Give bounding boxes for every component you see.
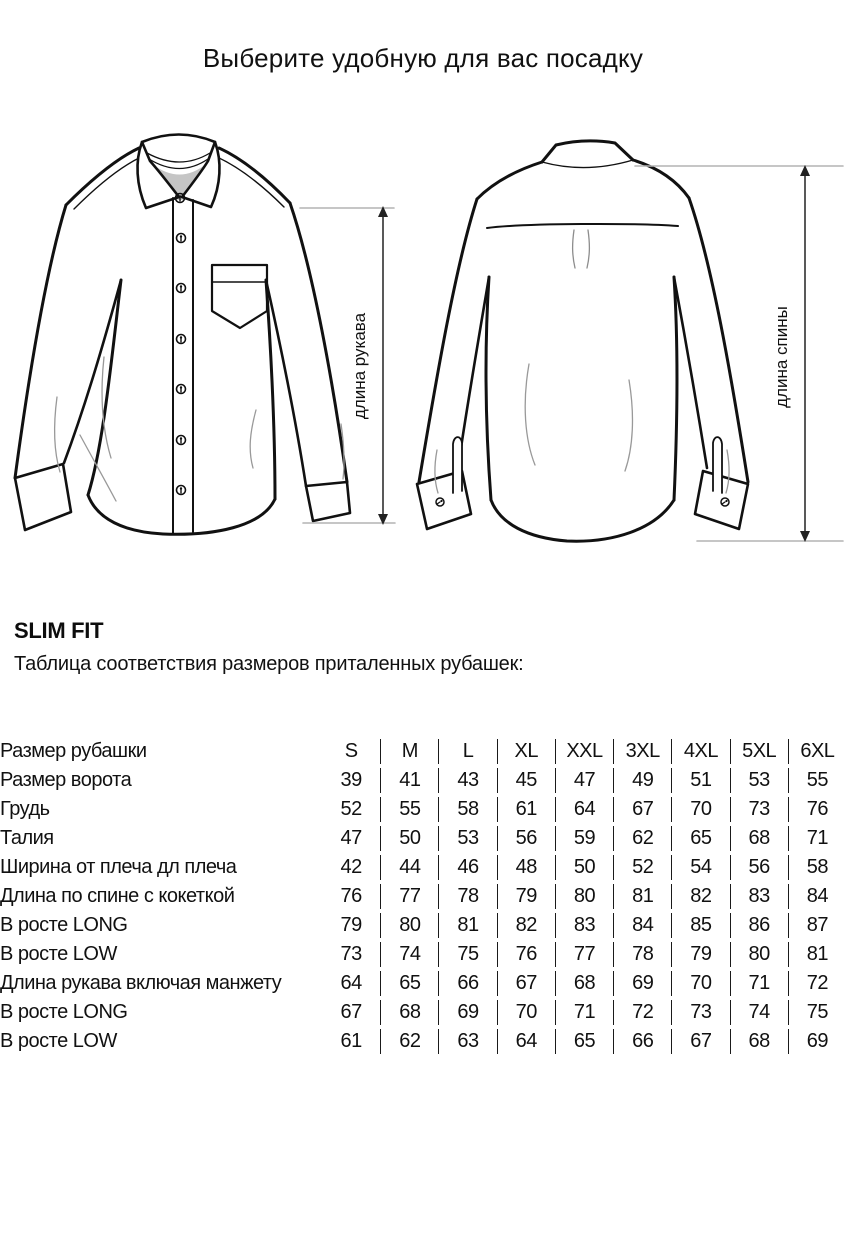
front-body-left <box>88 280 121 495</box>
size-cell: 68 <box>555 971 613 996</box>
chest-pocket <box>212 265 267 328</box>
collar-inner-curve-1 <box>147 153 210 162</box>
size-cell: 81 <box>438 913 496 938</box>
size-cell: XXL <box>555 739 613 764</box>
size-cell: L <box>438 739 496 764</box>
sleeve-length-label: длина рукава <box>350 312 369 420</box>
size-cell: 67 <box>497 971 555 996</box>
size-cell: 68 <box>730 826 788 851</box>
row-label: Талия <box>0 827 54 849</box>
size-cell: 84 <box>613 913 671 938</box>
size-cell: 52 <box>613 855 671 880</box>
front-sleeve-left-outer <box>15 205 66 478</box>
back-body-right <box>674 277 677 500</box>
size-cell: 69 <box>438 1000 496 1025</box>
size-cell: 66 <box>613 1029 671 1054</box>
size-cell: 74 <box>380 942 438 967</box>
size-cell: 64 <box>555 797 613 822</box>
size-cell: 51 <box>671 768 729 793</box>
row-label: Ширина от плеча дл плеча <box>0 856 237 878</box>
size-cell: 68 <box>380 1000 438 1025</box>
size-guide-page <box>0 42 846 1058</box>
size-cell: 55 <box>788 768 846 793</box>
table-row <box>0 768 846 793</box>
button <box>177 385 186 394</box>
size-cell: 71 <box>730 971 788 996</box>
size-cell: 47 <box>340 827 362 849</box>
size-cell: 68 <box>730 1029 788 1054</box>
size-cell: 67 <box>613 797 671 822</box>
row-label: Размер ворота <box>0 769 132 791</box>
size-cell: 6XL <box>788 739 846 764</box>
size-cell: 53 <box>730 768 788 793</box>
back-sleeve-right-inner <box>674 277 707 468</box>
front-cuff-left <box>15 464 71 530</box>
size-cell: 69 <box>788 1029 846 1054</box>
size-cell: 75 <box>438 942 496 967</box>
size-cell: M <box>380 739 438 764</box>
table-row <box>0 971 846 996</box>
size-cell: 77 <box>555 942 613 967</box>
size-cell: 43 <box>438 768 496 793</box>
back-collar <box>542 141 633 162</box>
back-collar-seam <box>542 160 633 168</box>
row-label: Длина рукава включая манжету <box>0 972 282 994</box>
size-cell: 55 <box>380 797 438 822</box>
size-cell: 65 <box>671 826 729 851</box>
button <box>177 486 186 495</box>
size-cell: 50 <box>380 826 438 851</box>
table-row <box>0 826 846 851</box>
table-row <box>0 855 846 880</box>
table-row <box>0 942 846 967</box>
size-cell: 59 <box>555 826 613 851</box>
size-cell: 62 <box>380 1029 438 1054</box>
size-cell: 45 <box>497 768 555 793</box>
size-cell: 83 <box>730 884 788 909</box>
size-cell: 77 <box>380 884 438 909</box>
size-cell: 74 <box>730 1000 788 1025</box>
size-cell: 5XL <box>730 739 788 764</box>
row-label: В росте LOW <box>0 943 117 965</box>
sleeve-placket-left <box>453 437 462 493</box>
size-cell: 67 <box>671 1029 729 1054</box>
size-cell: 66 <box>438 971 496 996</box>
back-yoke-line <box>487 224 678 228</box>
table-row <box>0 913 846 938</box>
back-body-folds <box>435 364 729 493</box>
size-cell: 80 <box>555 884 613 909</box>
table-caption: Таблица соответствия размеров приталенных рубашек: <box>14 653 524 675</box>
front-shoulder-right <box>219 148 290 203</box>
size-cell: 75 <box>788 1000 846 1025</box>
back-length-label: длина спины <box>772 306 791 408</box>
button <box>177 234 186 243</box>
size-cell: 81 <box>788 942 846 967</box>
back-body-left <box>486 277 491 500</box>
shirt-illustration <box>0 102 846 582</box>
collar-back-ridge <box>142 135 215 143</box>
size-cell: 73 <box>340 943 362 965</box>
size-cell: 76 <box>497 942 555 967</box>
size-cell: 39 <box>340 769 362 791</box>
size-cell: 70 <box>497 1000 555 1025</box>
size-cell: 53 <box>438 826 496 851</box>
collar-inner-curve-2 <box>149 159 208 169</box>
size-cell: 64 <box>497 1029 555 1054</box>
shirt-technical-drawing <box>0 102 846 582</box>
front-shoulder-seam-left <box>74 157 141 209</box>
sleeve-placket-right <box>713 437 722 493</box>
size-cell: 73 <box>730 797 788 822</box>
size-cell: 73 <box>671 1000 729 1025</box>
shirt-back-view <box>417 141 748 541</box>
table-row <box>0 739 846 764</box>
back-sleeve-left-outer <box>419 199 477 482</box>
front-buttons <box>176 194 186 495</box>
back-length-measure <box>635 165 843 542</box>
table-row <box>0 1029 846 1054</box>
size-cell: 72 <box>613 1000 671 1025</box>
size-cell: 78 <box>613 942 671 967</box>
front-sleeve-left-inner <box>64 280 121 463</box>
size-cell: 62 <box>613 826 671 851</box>
size-cell: 84 <box>788 884 846 909</box>
size-cell: 58 <box>438 797 496 822</box>
size-cell: 63 <box>438 1029 496 1054</box>
row-label: Размер рубашки <box>0 740 147 762</box>
size-cell: 64 <box>340 972 362 994</box>
size-cell: 54 <box>671 855 729 880</box>
table-row <box>0 797 846 822</box>
size-cell: 71 <box>555 1000 613 1025</box>
size-cell: 4XL <box>671 739 729 764</box>
size-cell: 80 <box>380 913 438 938</box>
size-cell: 61 <box>497 797 555 822</box>
size-table <box>0 735 846 1058</box>
front-shoulder-left <box>66 148 139 205</box>
size-cell: 56 <box>497 826 555 851</box>
row-label: В росте LOW <box>0 1030 117 1052</box>
size-cell: 61 <box>340 1030 362 1052</box>
size-cell: 82 <box>497 913 555 938</box>
back-shoulder-left <box>477 162 542 199</box>
back-sleeve-left-inner <box>458 277 489 468</box>
size-cell: 42 <box>340 856 362 878</box>
front-shoulder-seam-right <box>217 157 284 207</box>
front-fold-lines <box>55 357 344 501</box>
size-cell: 78 <box>438 884 496 909</box>
size-cell: 67 <box>340 1001 362 1023</box>
size-cell: 72 <box>788 971 846 996</box>
size-cell: 79 <box>671 942 729 967</box>
size-cell: 44 <box>380 855 438 880</box>
size-cell: 79 <box>340 914 362 936</box>
size-cell: 76 <box>340 885 362 907</box>
button <box>177 335 186 344</box>
shirt-front-view <box>15 135 350 535</box>
row-label: В росте LONG <box>0 1001 128 1023</box>
size-cell: 87 <box>788 913 846 938</box>
row-label: В росте LONG <box>0 914 128 936</box>
size-cell: XL <box>497 739 555 764</box>
size-cell: 65 <box>380 971 438 996</box>
button <box>177 284 186 293</box>
size-cell: 76 <box>788 797 846 822</box>
size-cell: 71 <box>788 826 846 851</box>
table-row <box>0 884 846 909</box>
back-fold-lines <box>573 230 590 268</box>
size-cell: 70 <box>671 797 729 822</box>
cuff-button-right <box>721 498 729 506</box>
size-cell: 65 <box>555 1029 613 1054</box>
size-cell: 48 <box>497 855 555 880</box>
size-cell: 46 <box>438 855 496 880</box>
table-row <box>0 1000 846 1025</box>
size-cell: 83 <box>555 913 613 938</box>
size-cell: 70 <box>671 971 729 996</box>
page-title: Выберите удобную для вас посадку <box>202 43 644 73</box>
size-cell: 79 <box>497 884 555 909</box>
size-cell: 47 <box>555 768 613 793</box>
size-cell: 3XL <box>613 739 671 764</box>
button <box>177 436 186 445</box>
size-cell: 86 <box>730 913 788 938</box>
size-cell: 52 <box>340 798 362 820</box>
fit-heading: SLIM FIT <box>14 618 104 643</box>
size-cell: 80 <box>730 942 788 967</box>
size-cell: 58 <box>788 855 846 880</box>
size-cell: 82 <box>671 884 729 909</box>
size-cell: 41 <box>380 768 438 793</box>
size-cell: 50 <box>555 855 613 880</box>
back-hem <box>491 500 674 541</box>
size-cell: 56 <box>730 855 788 880</box>
front-cuff-right <box>306 482 350 521</box>
size-cell: 49 <box>613 768 671 793</box>
size-cell: 85 <box>671 913 729 938</box>
size-cell: 81 <box>613 884 671 909</box>
cuff-button-left <box>436 498 444 506</box>
row-label: Грудь <box>0 798 50 820</box>
row-label: Длина по спине с кокеткой <box>0 885 235 907</box>
size-cell: S <box>344 740 358 762</box>
size-cell: 69 <box>613 971 671 996</box>
